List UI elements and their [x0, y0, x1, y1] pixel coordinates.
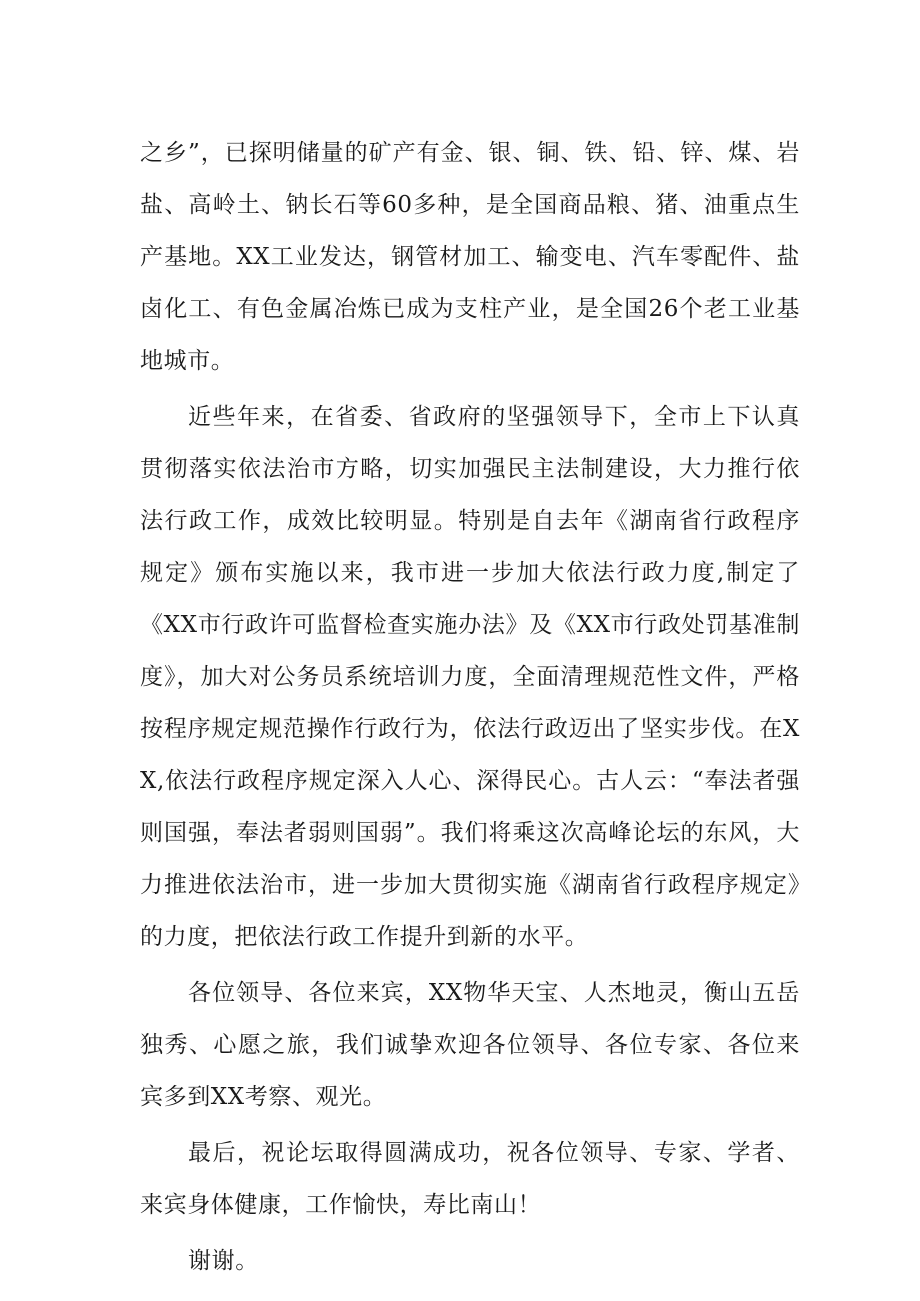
paragraph-continuation: 之乡”，已探明储量的矿产有金、银、铜、铁、铅、锌、煤、岩盐、高岭土、钠长石等60多种，是全国商品粮、猪、油重点生产基地。XX工业发达，钢管材加工、输变电、汽车零配件、盐卤化工、有色金属冶炼已成为支柱产业，是全国26个老工业基地城市。 [140, 140, 800, 374]
paragraph-rule-of-law: 近些年来，在省委、省政府的坚强领导下，全市上下认真贯彻落实依法治市方略，切实加强民主法制建设，大力推行依法行政工作，成效比较明显。特别是自去年《湖南省行政程序规定》颁布实施以来，我市进一步加大依法行政力度,制定了《XX市行政许可监督检查实施办法》及《XX市行政处罚基准制度》，加大对公务员系统培训力度，全面清理规范性文件，严格按程序规定规范操作行政行为，依法行政迈出了坚实步伐。在XX,依法行政程序规定深入人心、深得民心。古人云：“奉法者强则国强，奉法者弱则国弱”。我们将乘这次高峰论坛的东风，大力推进依法治市，进一步加大贯彻实施《湖南省行政程序规定》的力度，把依法行政工作提升到新的水平。 [140, 404, 800, 950]
paragraph-thanks: 谢谢。 [188, 1248, 259, 1274]
document-body [140, 127, 800, 1287]
paragraph-welcome: 各位领导、各位来宾，XX物华天宝、人杰地灵，衡山五岳独秀、心愿之旅，我们诚挚欢迎各位领导、各位专家、各位来宾多到XX考察、观光。 [140, 980, 800, 1110]
paragraph-closing-wishes: 最后，祝论坛取得圆满成功，祝各位领导、专家、学者、来宾身体健康，工作愉快，寿比南山！ [140, 1140, 800, 1218]
